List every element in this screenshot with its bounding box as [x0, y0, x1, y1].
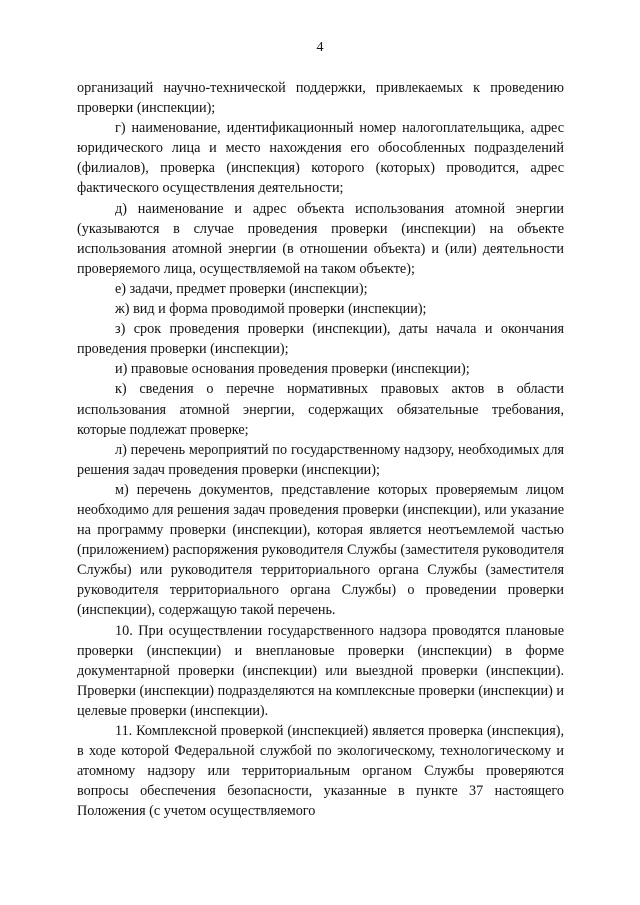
paragraph-continuation: организаций научно-технической поддержки, привлекаемых к проведению проверки (инспекции); — [77, 80, 564, 117]
paragraph-clause-10: 10. При осуществлении государственного надзора проводятся плановые проверки (инспекции) и внеплановые проверки (инспекции) в форме документарной проверки (инспекции) или выездной проверки (инспекции). Проверки (инспекции) подразделяются на комплексные проверки (инспекции) и целевые проверки (инспекции). — [77, 622, 564, 719]
paragraph-item-l: л) перечень мероприятий по государственному надзору, необходимых для решения задач проведения проверки (инспекции); — [77, 441, 564, 478]
paragraph-clause-11: 11. Комплексной проверкой (инспекцией) является проверка (инспекция), в ходе которой Федеральной службой по экологическому, технологическому и атомному надзору или территориальным органом Службы проверяются вопросы обеспечения безопасности, указанные в пункте 37 настоящего Положения (с учетом осуществляемого — [77, 723, 564, 820]
paragraph-item-d: д) наименование и адрес объекта использования атомной энергии (указываются в случае проведения проверки (инспекции) на объекте использования атомной энергии (в отношении объекта) и (или) деятельности проверяемого лица, осуществляемой на таком объекте); — [77, 200, 564, 277]
paragraph-item-g: г) наименование, идентификационный номер налогоплательщика, адрес юридического лица и место нахождения его обособленных подразделений (филиалов), проверка (инспекция) которого (которых) проводится, адрес фактического осуществления деятельности; — [77, 120, 564, 197]
paragraph-item-e: е) задачи, предмет проверки (инспекции); — [115, 280, 368, 297]
page-number: 4 — [316, 40, 324, 55]
paragraph-item-k: к) сведения о перечне нормативных правовых актов в области использования атомной энергии, содержащих обязательные требования, которые подлежат проверке; — [77, 381, 564, 438]
document-body — [77, 78, 564, 821]
paragraph-item-i: и) правовые основания проведения проверки (инспекции); — [115, 361, 470, 378]
paragraph-item-z: з) срок проведения проверки (инспекции), даты начала и окончания проведения проверки (инспекции); — [77, 321, 564, 358]
paragraph-item-m: м) перечень документов, представление которых проверяемым лицом необходимо для решения задач проведения проверки (инспекции), или указание на программу проверки (инспекции), которая является неотъемлемой частью (приложением) распоряжения руководителя Службы (заместителя руководителя Службы) или руководителя территориального органа Службы (заместителя руководителя территориального органа Службы) о проведении проверки (инспекции), содержащую такой перечень. — [77, 481, 564, 619]
paragraph-item-zh: ж) вид и форма проводимой проверки (инспекции); — [115, 301, 427, 318]
